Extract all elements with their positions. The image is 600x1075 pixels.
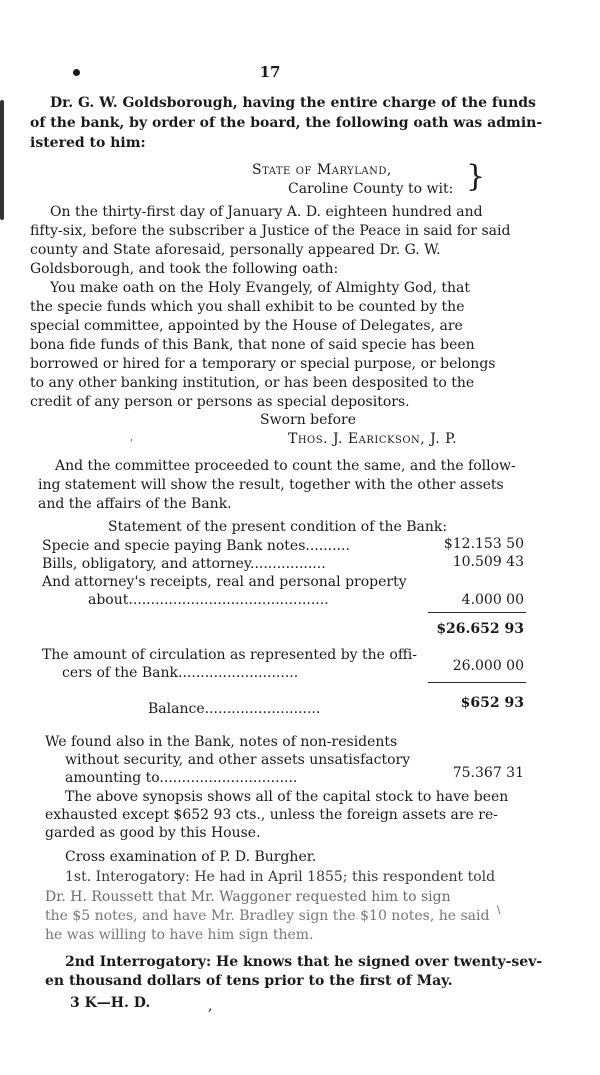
oath-line-2: the specie funds which you shall exhibit to be counted by the — [30, 299, 465, 315]
ink-comma: , — [208, 998, 213, 1014]
total-amount: $26.652 93 — [436, 621, 524, 637]
bills-amount: 10.509 43 — [452, 554, 524, 570]
balance-amount: $652 93 — [460, 695, 524, 711]
ink-speck: , — [130, 432, 134, 443]
receipts-label-1: And attorney's receipts, real and personal property — [42, 574, 407, 590]
p4-line-1: We found also in the Bank, notes of non-residents — [45, 734, 398, 750]
p3-line-3: and the affairs of the Bank. — [38, 496, 232, 512]
balance-label: Balance.......................... — [148, 701, 321, 717]
p4-amount: 75.367 31 — [452, 765, 524, 781]
cross-exam-heading: Cross examination of P. D. Burgher. — [65, 849, 317, 865]
specie-amount: $12.153 50 — [443, 536, 524, 552]
p5-line-1: The above synopsis shows all of the capital stock to have been — [65, 789, 509, 805]
oath-line-5: borrowed or hired for a temporary or special purpose, or belongs — [30, 356, 496, 372]
interrogatory1-line-1: 1st. Interogatory: He had in April 1855; this respondent told — [65, 869, 496, 885]
binding-edge-mark — [0, 100, 4, 220]
circulation-label-2: cers of the Bank........................... — [62, 665, 299, 681]
subtotal-rule — [428, 612, 526, 613]
interrogatory1-line-4: he was willing to have him sign them. — [45, 927, 314, 943]
interrogatory2-line-1: 2nd Interrogatory: He knows that he signed over twenty-sev- — [65, 954, 543, 970]
p3-line-1: And the committee proceeded to count the same, and the follow- — [55, 458, 516, 474]
balance-rule — [428, 682, 526, 683]
p2-line-4: Goldsborough, and took the following oath: — [30, 261, 339, 277]
p5-line-2: exhausted except $652 93 cts., unless the foreign assets are re- — [45, 807, 498, 823]
interrogatory2-line-2: en thousand dollars of tens prior to the first of May. — [45, 973, 453, 989]
oath-line-1: You make oath on the Holy Evangely, of Almighty God, that — [50, 280, 470, 296]
brace-mark: } — [466, 159, 486, 194]
ink-speck: \ — [497, 905, 501, 916]
p1-line-1: Dr. G. W. Goldsborough, having the entire charge of the funds — [50, 95, 536, 111]
p5-line-3: garded as good by this House. — [45, 825, 261, 841]
interrogatory1-line-2: Dr. H. Roussett that Mr. Waggoner requested him to sign — [45, 889, 451, 905]
p1-line-3: istered to him: — [30, 135, 146, 151]
page-number: 17 — [259, 63, 281, 81]
p2-line-3: county and State aforesaid, personally appeared Dr. G. W. — [30, 242, 441, 258]
oath-line-3: special committee, appointed by the House of Delegates, are — [30, 318, 463, 334]
state-heading: State of Maryland, — [252, 162, 392, 178]
circulation-amount: 26.000 00 — [452, 658, 524, 674]
county-line: Caroline County to wit: — [288, 181, 454, 197]
p3-line-2: ing statement will show the result, together with the other assets — [38, 477, 504, 493]
p2-line-2: fifty-six, before the subscriber a Justice of the Peace in said for said — [30, 223, 511, 239]
p4-line-3: amounting to............................... — [65, 770, 298, 786]
p2-line-1: On the thirty-first day of January A. D. eighteen hundred and — [50, 204, 483, 220]
receipts-amount: 4.000 00 — [461, 592, 524, 608]
interrogatory1-line-3: the $5 notes, and have Mr. Bradley sign the $10 notes, he said — [45, 908, 490, 924]
justice-signature: Thos. J. Earickson, J. P. — [288, 431, 458, 447]
receipts-label-2: about............................................. — [88, 592, 329, 608]
statement-heading: Statement of the present condition of the Bank: — [108, 519, 448, 535]
sworn-before: Sworn before — [260, 412, 356, 428]
circulation-label-1: The amount of circulation as represented by the offi- — [42, 647, 417, 663]
specie-label: Specie and specie paying Bank notes.......... — [42, 538, 350, 554]
oath-line-6: to any other banking institution, or has been desposited to the — [30, 375, 475, 391]
signature-mark: 3 K—H. D. — [70, 995, 151, 1011]
p4-line-2: without security, and other assets unsatisfactory — [65, 752, 411, 768]
oath-line-4: bona fide funds of this Bank, that none of said specie has been — [30, 337, 475, 353]
oath-line-7: credit of any person or persons as special depositors. — [30, 394, 410, 410]
bills-label: Bills, obligatory, and attorney................. — [42, 556, 326, 572]
p1-line-2: of the bank, by order of the board, the following oath was admin- — [30, 115, 543, 131]
